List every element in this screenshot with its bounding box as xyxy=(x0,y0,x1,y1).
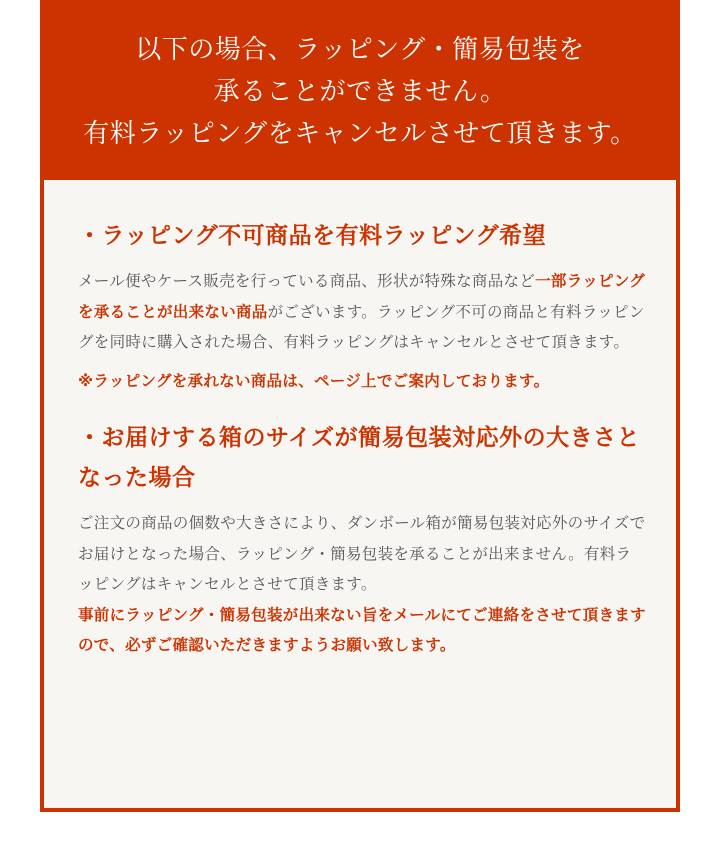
section-1-note: ※ラッピングを承れない商品は、ページ上でご案内しております。 xyxy=(78,371,550,390)
section-2-text: ご注文の商品の個数や大きさにより、ダンボール箱が簡易包装対応外のサイズでお届けとなった場合、ラッピング・簡易包装を承ることが出来ません。有料ラッピングはキャンセルとさせて頂きます。 xyxy=(78,514,646,593)
header-line-1: 以下の場合、ラッピング・簡易包装を xyxy=(135,35,585,65)
section-1-text-after: がございます。ラッピング不可の商品と有料ラッピングを同時に購入された場合、有料ラッピングはキャンセルとさせて頂きます。 xyxy=(78,302,645,351)
section-1-text-highlight: 一部ラッピングを承ることが出来ない商品 xyxy=(78,272,646,321)
section-1-text-before: メール便やケース販売を行っている商品、形状が特殊な商品など xyxy=(78,272,536,290)
notice-header xyxy=(40,0,680,180)
notice-body xyxy=(44,180,676,808)
notice-box xyxy=(40,0,680,812)
header-line-2: 承ることができません。 xyxy=(213,77,507,107)
section-2-note: 事前にラッピング・簡易包装が出来ない旨をメールにてご連絡をさせて頂きますので、必ずご確認いただきますようお願い致します。 xyxy=(78,605,646,654)
section-2-title: ・お届けする箱のサイズが簡易包装対応外の大きさとなった場合 xyxy=(78,425,641,491)
header-line-3: 有料ラッピングをキャンセルさせて頂きます。 xyxy=(83,119,637,149)
section-1-title: ・ラッピング不可商品を有料ラッピング希望 xyxy=(78,223,547,249)
section-1-text xyxy=(78,266,646,358)
